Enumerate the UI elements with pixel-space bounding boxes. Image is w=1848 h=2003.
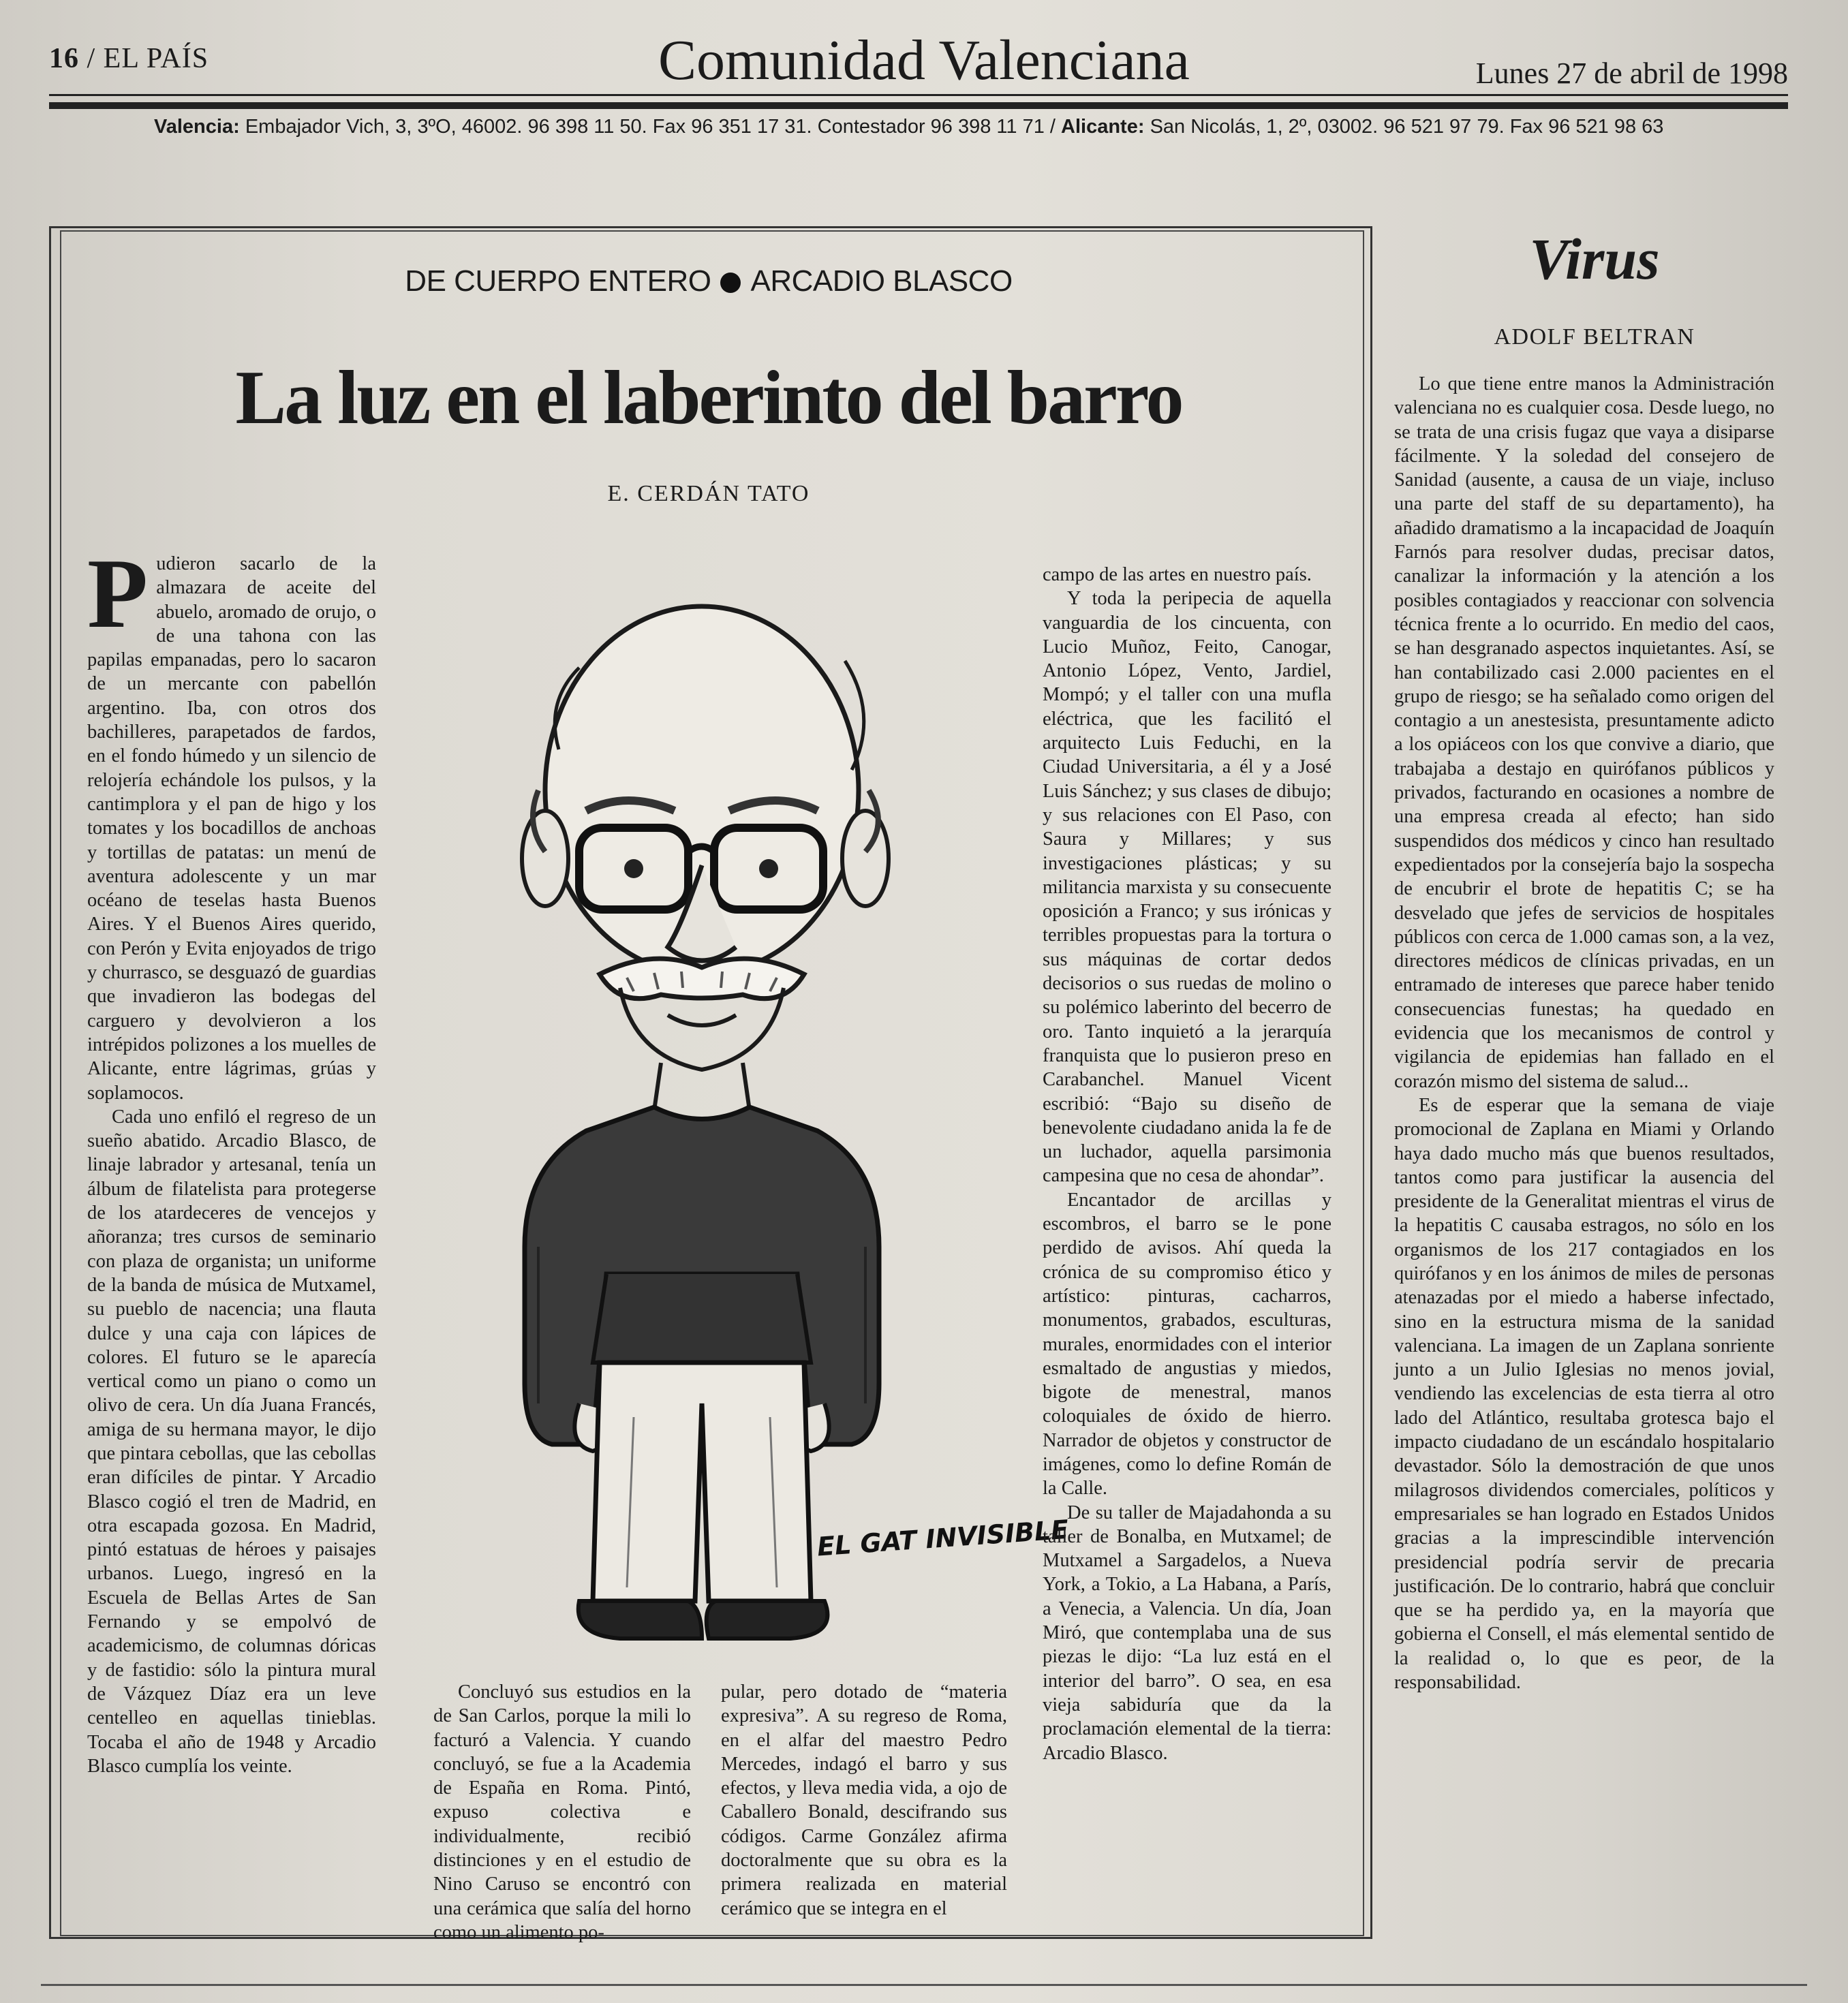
page-folio: 16 / EL PAÍS — [49, 43, 209, 74]
paragraph: Es de esperar que la semana de viaje promocional de Zaplana en Miami y Orlando haya dado mucho más que buenos resultados, tantos como para justificar la ausencia del presidente de la Generalitat mientras el virus de la hepatitis C causaba estragos, no sólo en los organismos de los 217 contagiados en los quirófanos y en los ánimos de miles de personas atenazadas por el miedo a haberse infectado, sino en la estructura misma de la sanidad valenciana. La imagen de un Zaplana sonriente junto a un Julio Iglesias no menos jovial, vendiendo las excelencias de esta tierra al otro lado del Atlántico, resultaba grotesca bajo el impacto ciudadano de un escándalo hospitalario devastador. Sólo la demostración de que unos milagrosos dividendos comerciales, políticos y empresariales se han logrado en Estados Unidos gracias a la imprescindible intervención presidencial podría servir de precaria justificación. De lo contrario, habrá que concluir que se ha perdido ya, en la mayoría que gobierna el Consell, el más elemental sentido de la realidad o, lo que es peor, de la responsabilidad. — [1394, 1094, 1774, 1694]
paragraph: De su taller de Majadahonda a su taller de Bonalba, en Mutxamel; de Mutxamel a Sargadelos, a Nueva York, a Tokio, a La Habana, a París, a Venecia, a Valencia. Un día, Joan Miró, que contemplaba una de sus piezas le dijo: “La luz está en el interior del barro”. O sea, en esa vieja sabiduría que da la proclamación elemental de la tierra: Arcadio Blasco. — [1043, 1502, 1331, 1764]
newspaper-name: EL PAÍS — [103, 43, 209, 74]
paragraph: Lo que tiene entre manos la Administración valenciana no es cualquier cosa. Desde luego, no se trata de una crisis fugaz que vaya a disiparse fácilmente. Y la soledad del consejero de Sanidad (ausente, a causa de un viaje, incluso una parte del staff de su departamento), ha añadido dramatismo a la incapacidad de Joaquín Farnós para resolver dudas, precisar datos, canalizar la información y la atención a los posibles contagiados y reaccionar con solvencia técnica frente a lo ocurrido. En medio del caos, se han desgranado aspectos inquietantes. Así, se han contabilizado casi 2.000 pacientes en el grupo de riesgo; se ha señalado como origen del contagio a un anestesista, presuntamente adicto a los opiáceos con los que convive a diario, que trabajaba a destajo en quirófanos públicos y privados, facturando en ocasiones a nombre de una empresa creada al efecto; han sido suspendidos dos médicos y cinco han resultado expedientados por la consejería bajo la sospecha de encubrir el brote de hepatitis C; se ha desvelado que jefes de servicios de hospitales públicos con cerca de 1.000 camas son, a la vez, directores médicos de clínicas privadas, en un entramado de intereses que parece haber tenido consecuencias funestas; ha quedado en evidencia que los mecanismos de control y vigilancia de epidemias han fallado en el corazón mismo del sistema de salud... — [1394, 373, 1774, 1092]
article-headline: La luz en el laberinto del barro — [235, 356, 1182, 440]
drop-cap: P — [87, 538, 149, 649]
footer-rule — [41, 1984, 1807, 1986]
opinion-column — [1394, 372, 1774, 1694]
article-column-2 — [433, 1680, 691, 1944]
cartoonist-signature: EL GAT INVISIBLE — [816, 1514, 1070, 1562]
header-rule-thick — [49, 102, 1788, 109]
section-title: Comunidad Valenciana — [658, 29, 1190, 92]
article-column-3 — [721, 1680, 1007, 1921]
article-kicker — [0, 264, 1417, 298]
paragraph: Y toda la peripecia de aquella vanguardia de los cincuenta, con Lucio Muñoz, Feito, Canogar, Antonio López, Vento, Jardiel, Mompó; y el taller con una mufla eléctrica, que les facilitó el arquitecto Luis Feduchi, en la Ciudad Universitaria, a él y a José Luis Sánchez; y sus clases de dibujo; y sus relaciones con El Paso, con Saura y Millares; y sus investigaciones plásticas; y su militancia marxista y su consecuente oposición a Franco; y sus irónicas y terribles propuestas para la tortura o sus máquinas de cortar dedos decisorios o sus ruedas de molino o su polémico laberinto del becerro de oro. Tanto inquietó a la jerarquía franquista que lo pusieron preso en Carabanchel. Manuel Vicent escribió: “Bajo su diseño de benevolente ciudadano anida la fe de un luchador, aquella parsimonia campesina que no cesa de ahondar”. — [1043, 588, 1331, 1187]
paragraph: Concluyó sus estudios en la de San Carlos, porque la mili lo facturó a Valencia. Y cuando concluyó, se fue a la Academia de España en Roma. Pintó, expuso colectiva e individualmente, recibió distinciones y en el estudio de Nino Caruso se encontró con una cerámica que salía del horno como un alimento po- — [433, 1681, 691, 1943]
caricature-illustration — [497, 565, 1070, 1656]
paragraph: Encantador de arcillas y escombros, el barro se le pone perdido de avisos. Ahí queda la crónica de su compromiso ético y artístico: pinturas, cacharros, monumentos, grabados, esculturas, murales, enormidades con el interior esmaltado de angustias y miedos, bigote de menestral, manos coloquiales de óxido de hierro. Narrador de objetos y constructor de imágenes, como lo define Román de la Calle. — [1043, 1189, 1331, 1500]
office-addresses — [154, 116, 1663, 138]
header-rule-thin — [49, 94, 1788, 96]
paragraph-text: udieron sacarlo de la almazara de aceite del abuelo, aromado de orujo, o de una tahona con las papilas empanadas, pero lo sacaron de un mercante con pabellón argentino. Iba, con otros dos bachilleres, parapetados de fardos, en el fondo húmedo y un silencio de relojería echándole los pulsos, y la cantimplora y el pan de higo y los tomates y los bocadillos de anchoas y tortillas de patatas: un menú de aventura adolescente y un mar océano de teselas hasta Buenos Aires. Y el Buenos Aires querido, con Perón y Evita enjoyados de trigo y churrasco, se desguazó de guardias que invadieron las bodegas del carguero y devolvieron a los intrépidos polizones a los muelles de Alicante, entre lágrimas, grúas y soplamocos. — [87, 553, 376, 1104]
alicante-address: San Nicolás, 1, 2º, 03002. 96 521 97 79. Fax 96 521 98 63 — [1150, 116, 1664, 138]
issue-date: Lunes 27 de abril de 1998 — [1475, 57, 1788, 90]
column-author: ADOLF BELTRAN — [1494, 324, 1695, 350]
alicante-label: Alicante: — [1061, 116, 1145, 138]
paragraph: Cada uno enfiló el regreso de un sueño abatido. Arcadio Blasco, de linaje labrador y artesanal, tenía un álbum de filatelista para protegerse de los atardeceres de vencejos y añoranza; tres cursos de seminario con plaza de organista; un uniforme de la banda de música de Mutxamel, su pueblo de nacencia; una flauta dulce y una caja con lápices de colores. El futuro se le aparecía vertical como un piano o como un olivo de cera. Un día Juana Francés, amiga de su hermana mayor, le dijo que pintara cebollas, que las cebollas eran difíciles de pintar. Y Arcadio Blasco cogió el tren de Madrid, en otra escapada gozosa. En Madrid, pintó estatuas de héroes y paisajes urbanos. Luego, ingresó en la Escuela de Bellas Artes de San Fernando y se empolvó de academicismo, de columnas dóricas y de fastidio: sólo la pintura mural de Vázquez Díaz era un leve centelleo en aquellas tinieblas. Tocaba el año de 1948 y Arcadio Blasco cumplía los veinte. — [87, 1106, 376, 1777]
paragraph: campo de las artes en nuestro país. — [1043, 564, 1312, 585]
valencia-address: Embajador Vich, 3, 3ºO, 46002. 96 398 11 50. Fax 96 351 17 31. Contestador 96 398 11 71 / — [245, 116, 1056, 138]
article-byline: E. CERDÁN TATO — [607, 481, 810, 506]
article-column-1 — [87, 538, 376, 1778]
kicker-section: DE CUERPO ENTERO — [405, 264, 711, 298]
paragraph — [87, 538, 376, 1105]
bullet-icon — [720, 273, 741, 293]
paragraph: pular, pero dotado de “materia expresiva”. A su regreso de Roma, en el alfar del maestro Pedro Mercedes, indagó el barro y sus efectos, y lleva media vida, a ojo de Caballero Bonald, descifrando sus códigos. Carme González afirma doctoralmente que su obra es la primera realizada en material cerámico que se integra en el — [721, 1681, 1007, 1919]
column-title: Virus — [1529, 226, 1660, 292]
valencia-label: Valencia: — [154, 116, 240, 138]
article-column-4 — [1043, 563, 1331, 1765]
page-number: 16 — [49, 43, 79, 74]
kicker-subject: ARCADIO BLASCO — [750, 264, 1013, 298]
